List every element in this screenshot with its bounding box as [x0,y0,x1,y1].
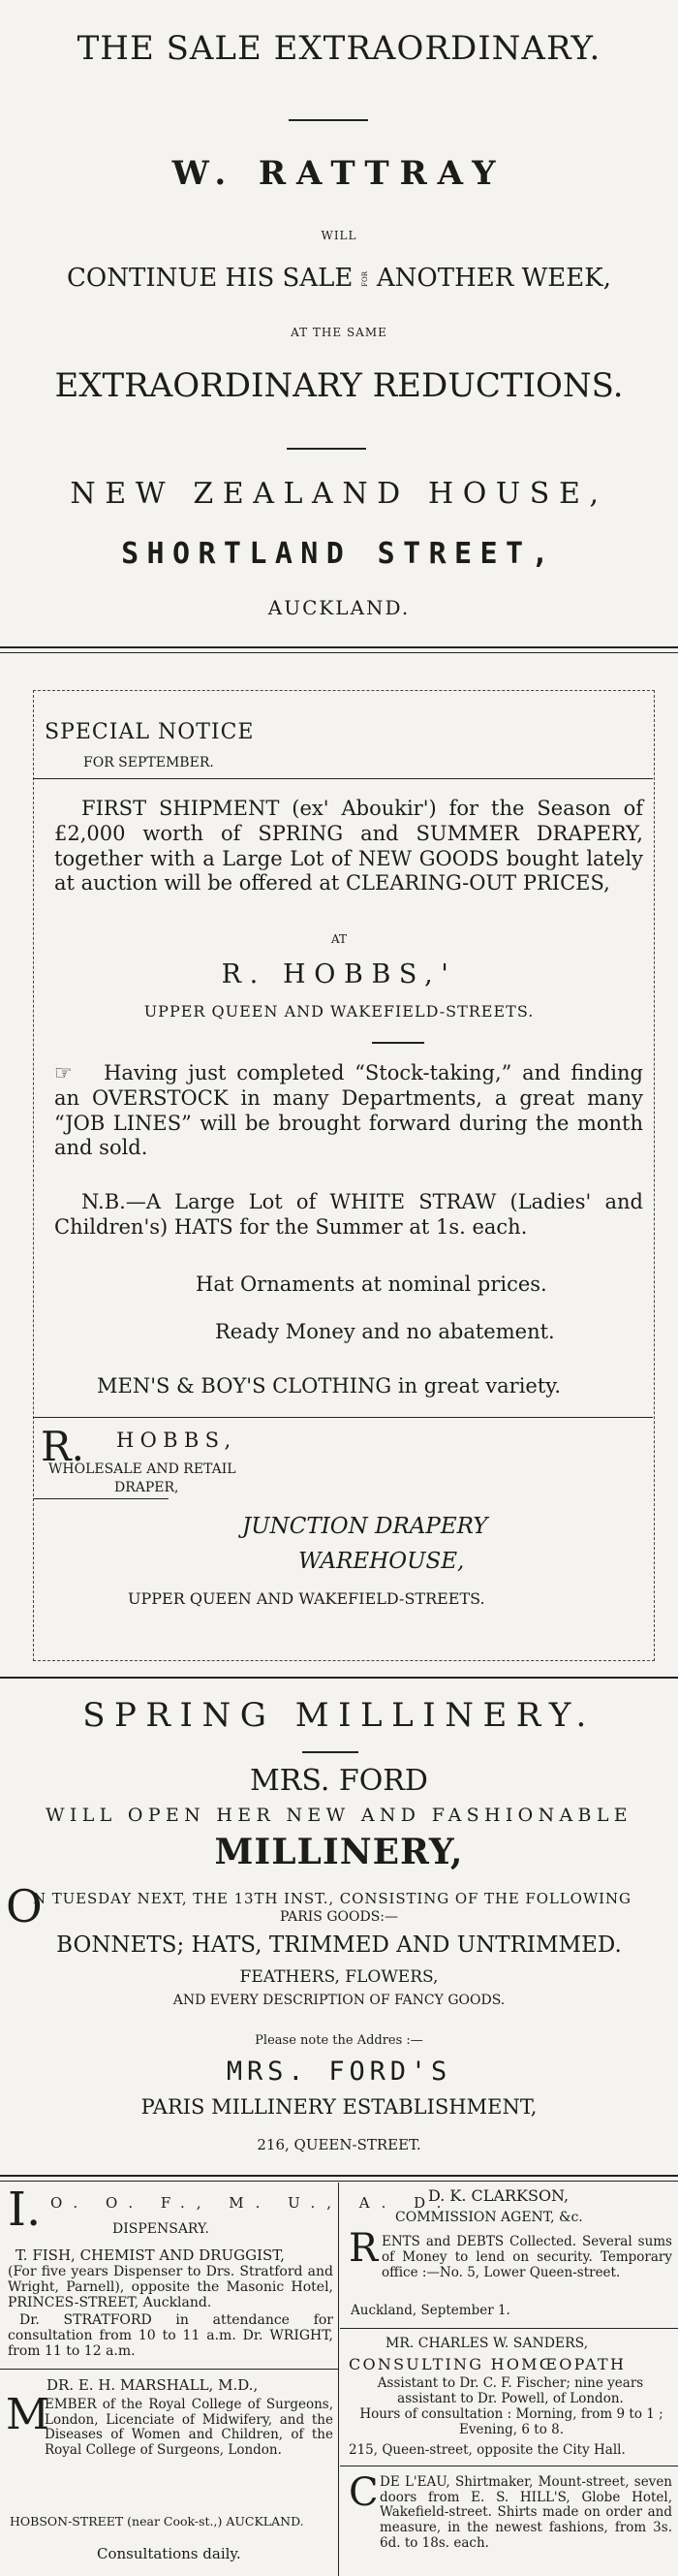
note-address: Please note the Addres :— [255,2033,423,2048]
ford-street: 216, QUEEN-STREET. [257,2136,421,2153]
drop-cap-o: O [6,1880,43,1932]
hobbs-address: UPPER QUEEN AND WAKEFIELD-STREETS. [143,1002,535,1021]
fancy-goods: AND EVERY DESCRIPTION OF FANCY GOODS. [172,1993,506,2008]
feathers: FEATHERS, FLOWERS, [239,1967,439,1987]
establishment: PARIS MILLINERY ESTABLISHMENT, [140,2095,538,2119]
sanders-name: MR. CHARLES W. SANDERS, [385,2336,589,2351]
rule [0,2175,678,2182]
marshall-body: EMBER of the Royal College of Surgeons, London, Licenciate of Midwifery, and the Diseases of Women and Children, of the Royal College of Surgeons, London. [45,2397,333,2458]
headline: THE SALE EXTRAORDINARY. [77,29,601,68]
pointing-hand-icon: ☞ [54,1061,73,1084]
paragraph-shipment: FIRST SHIPMENT (ex' Aboukir') for the Season of £2,000 worth of SPRING and SUMMER DRAPERY, together with a Large Lot of NEW GOODS bought lately at auction will be offered at CLEARING-OUT PRICES, [54,797,643,895]
continue-line [0,264,678,293]
sanders-title: CONSULTING HOMŒOPATH [349,2355,627,2373]
divider [302,1751,358,1753]
column-divider [338,2183,339,2576]
clarkson-body: ENTS and DEBTS Collected. Several sums of Money to lend on security. Temporary office :—No. 5, Lower Queen-street. [382,2234,672,2280]
mrs-fords: MRS. FORD'S [226,2057,452,2087]
bonnets: BONNETS; HATS, TRIMMED AND UNTRIMMED. [56,1932,622,1958]
marshall-consultations: Consultations daily. [97,2545,241,2562]
junction-drapery: JUNCTION DRAPERY [242,1514,488,1539]
ready-money: Ready Money and no abatement. [215,1320,555,1343]
ioof-attendance: Dr. STRATFORD in attendance for consultation from 10 to 11 a.m. Dr. WRIGHT, from 11 to 12 a.m. [8,2312,333,2360]
sig-address: UPPER QUEEN AND WAKEFIELD-STREETS. [128,1589,485,1608]
clarkson-name: D. K. CLARKSON, [428,2186,570,2205]
divider [287,448,366,450]
clarkson-title: COMMISSION AGENT, &c. [395,2210,583,2225]
drop-cap-c: C [349,2470,379,2515]
sig-name: HOBBS, [116,1429,237,1452]
drop-cap-r: R [349,2226,379,2271]
sig-initial: R. [41,1423,84,1470]
sanders-hours: Hours of consultation : Morning, from 9 to 1 ; Evening, 6 to 8. [359,2406,663,2437]
ioof-body: (For five years Dispenser to Drs. Stratford and Wright, Parnell), opposite the Masonic Hotel, PRINCES-STREET, Auckland. [8,2264,333,2311]
divider [289,119,368,121]
continue-right: ANOTHER WEEK, [376,264,611,293]
ioof-title: O. O. F., M. U., A. D. [50,2194,453,2212]
paragraph-stocktaking: ☞ Having just completed “Stock-taking,” and finding an OVERSTOCK in many Departments, a great many “JOB LINES” will be brought forward during the month and sold. [54,1061,643,1160]
divider [0,2369,338,2370]
ioof-dispensary: DISPENSARY. [112,2221,209,2237]
drop-cap-i: I. [8,2183,42,2237]
sig-trade: WHOLESALE AND RETAIL [48,1461,236,1477]
millinery: MILLINERY, [214,1832,464,1872]
paris-goods: PARIS GOODS:— [279,1909,399,1925]
rule [0,1677,678,1679]
clarkson-date: Auckland, September 1. [351,2303,510,2318]
divider [33,778,653,779]
divider [372,1042,424,1044]
notice-sub: FOR SEPTEMBER. [83,755,214,770]
divider [340,2328,678,2329]
will-open: WILL OPEN HER NEW AND FASHIONABLE [46,1805,632,1826]
continue-for: FOR [360,271,369,287]
city: AUCKLAND. [267,596,411,619]
spring-millinery: SPRING MILLINERY. [82,1696,596,1735]
marshall-address: HOBSON-STREET (near Cook-st.,) AUCKLAND. [10,2514,304,2529]
at-text: AT [330,932,347,946]
sanders-address: 215, Queen-street, opposite the City Hall. [349,2442,626,2458]
hat-ornaments: Hat Ornaments at nominal prices. [196,1272,547,1296]
reductions: EXTRAORDINARY REDUCTIONS. [54,366,624,405]
notice-title: SPECIAL NOTICE [45,720,255,744]
at-the-same: AT THE SAME [291,326,387,339]
deleau-body: DE L'EAU, Shirtmaker, Mount-street, seven doors from E. S. HILL'S, Globe Hotel, Wakefield-street. Shirts made on order and measure, in the newest fashions, from 3s. 6d. to 18s. each. [380,2474,672,2551]
divider [33,1498,169,1499]
mrs-ford: MRS. FORD [250,1764,428,1798]
hobbs-name: R. HOBBS,' [221,959,457,990]
rattray-name: W. RATTRAY [171,154,507,193]
warehouse: WAREHOUSE, [298,1549,465,1574]
marshall-name: DR. E. H. MARSHALL, M.D., [46,2376,259,2394]
sanders-assistant: Assistant to Dr. C. F. Fischer; nine years assistant to Dr. Powell, of London. [377,2375,644,2406]
mens-clothing: MEN'S & BOY'S CLOTHING in great variety. [97,1374,562,1398]
will-text: WILL [321,229,357,242]
ioof-chemist: T. FISH, CHEMIST AND DRUGGIST, [15,2246,285,2264]
house: NEW ZEALAND HOUSE, [70,477,608,511]
rule [0,646,678,653]
sig-draper: DRAPER, [114,1480,179,1495]
continue-left: CONTINUE HIS SALE [67,264,354,293]
on-tuesday: N TUESDAY NEXT, THE 13TH INST., CONSISTING OF THE FOLLOWING [33,1890,632,1907]
paragraph-straw-hats: N.B.—A Large Lot of WHITE STRAW (Ladies' and Children's) HATS for the Summer at 1s. each. [54,1190,643,1239]
divider [33,1417,653,1418]
drop-cap-m: M [6,2390,50,2439]
street: SHORTLAND STREET, [121,537,557,571]
